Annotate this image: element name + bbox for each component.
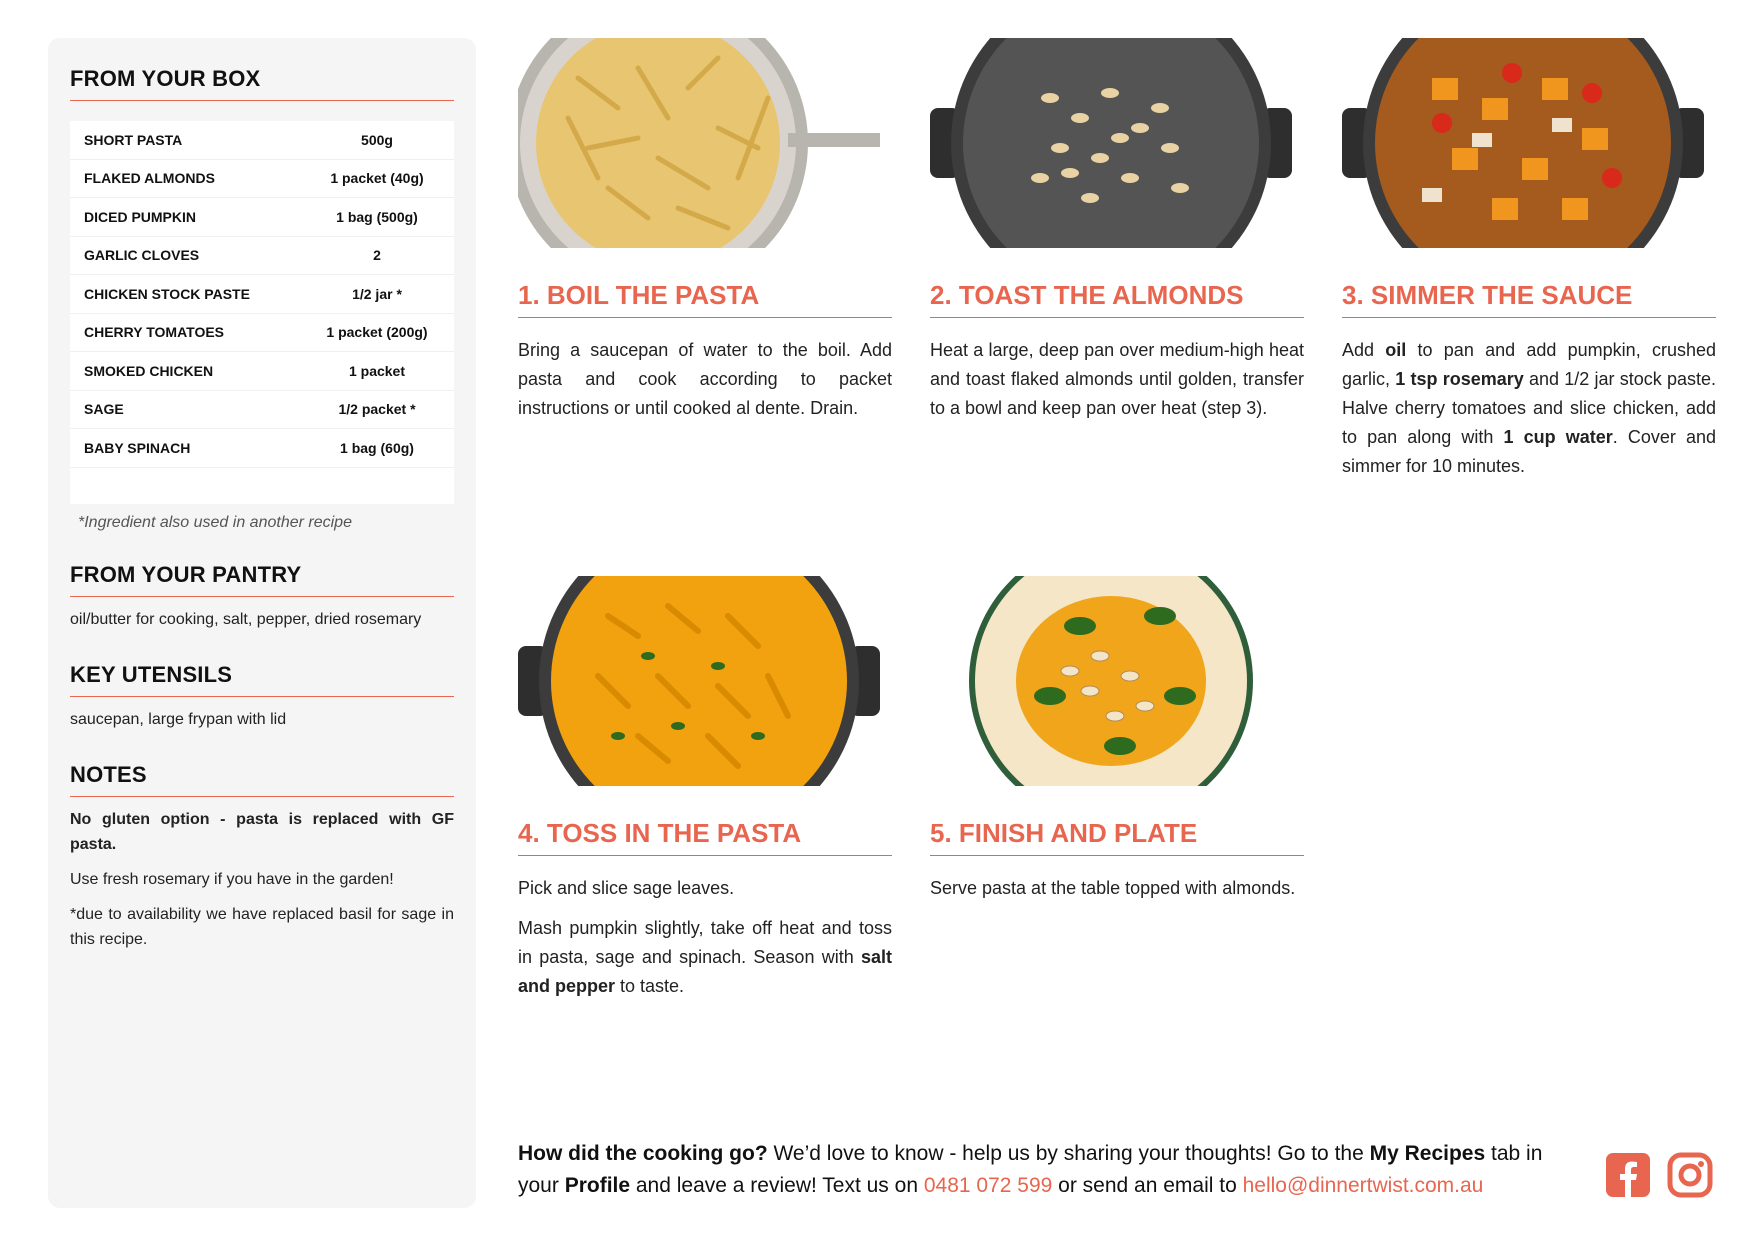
- plated-pasta-bowl-image: [930, 576, 1292, 786]
- ingredient-row: [70, 160, 454, 199]
- note-item: *due to availability we have replaced basil for sage in this recipe.: [70, 905, 454, 948]
- step-title: 3. SIMMER THE SAUCE: [1342, 280, 1716, 318]
- ingredient-name: BABY SPINACH: [84, 439, 191, 456]
- step-3: [1342, 38, 1716, 481]
- bold-text: oil: [1385, 340, 1407, 360]
- text-run: and 1/2 jar stock paste. Halve cherry tomatoes and slice chicken, add to pan along with: [1342, 369, 1716, 447]
- text-run: Serve pasta at the table topped with almonds.: [930, 878, 1296, 898]
- utensils-section: [70, 662, 454, 732]
- step-body: [1342, 336, 1716, 481]
- ingredient-row: [70, 198, 454, 237]
- ingredients-blank-row: [70, 468, 454, 504]
- text-run: . Cover and simmer for 10 minutes.: [1342, 427, 1716, 476]
- text-run: or send an email to: [1052, 1174, 1243, 1197]
- step-body: [518, 336, 892, 423]
- note-item: Use fresh rosemary if you have in the garden!: [70, 870, 394, 888]
- pantry-title: FROM YOUR PANTRY: [70, 562, 454, 597]
- step-title: 4. TOSS IN THE PASTA: [518, 818, 892, 856]
- bold-text: My Recipes: [1369, 1142, 1486, 1165]
- ingredient-name: SHORT PASTA: [84, 131, 183, 148]
- text-run: and leave a review! Text us on: [630, 1174, 924, 1197]
- text-run: to taste.: [615, 976, 685, 996]
- ingredient-footnote: *Ingredient also used in another recipe: [78, 513, 352, 531]
- step-paragraph: [518, 914, 892, 1001]
- text-run: Bring a saucepan of water to the boil. Add pasta and cook according to packet instructions or until cooked al dente. Drain.: [518, 340, 892, 418]
- step-title: 5. FINISH AND PLATE: [930, 818, 1304, 856]
- accent-text[interactable]: 0481 072 599: [923, 1174, 1053, 1197]
- notes-section: [70, 762, 454, 952]
- text-run: Add: [1342, 340, 1386, 360]
- toasted-almonds-in-pan-image: [930, 38, 1292, 248]
- text-run: Pick and slice sage leaves.: [518, 878, 735, 898]
- ingredient-name: SAGE: [84, 401, 124, 418]
- ingredient-row: [70, 237, 454, 276]
- bold-text: salt and pepper: [518, 947, 892, 996]
- text-run: We’d love to know - help us by sharing your thoughts! Go to the: [767, 1142, 1370, 1165]
- step-paragraph: [1342, 336, 1716, 481]
- ingredient-qty: 1 packet (40g): [330, 170, 424, 187]
- accent-text[interactable]: hello@dinnertwist.com.au: [1242, 1174, 1484, 1197]
- ingredient-qty: 1 packet (200g): [326, 324, 428, 341]
- bold-text: 1 cup water: [1503, 427, 1613, 447]
- facebook-icon[interactable]: [1605, 1152, 1651, 1198]
- ingredients-table: [70, 121, 454, 504]
- ingredient-name: CHICKEN STOCK PASTE: [84, 285, 250, 302]
- ingredient-qty: 1/2 packet *: [338, 401, 416, 418]
- ingredient-qty: 1 bag (60g): [340, 439, 414, 456]
- step-title: 1. BOIL THE PASTA: [518, 280, 892, 318]
- note-item: No gluten option - pasta is replaced with GF pasta.: [70, 810, 454, 853]
- utensils-text: saucepan, large frypan with lid: [70, 710, 287, 728]
- ingredient-row: [70, 121, 454, 160]
- ingredient-row: [70, 275, 454, 314]
- pumpkin-sauce-in-pan-image: [1342, 38, 1704, 248]
- ingredient-name: FLAKED ALMONDS: [84, 170, 215, 187]
- instagram-icon[interactable]: [1667, 1152, 1713, 1198]
- step-paragraph: [930, 336, 1304, 423]
- ingredient-name: DICED PUMPKIN: [84, 208, 197, 225]
- ingredient-qty: 500g: [361, 131, 393, 148]
- text-run: tab in your: [518, 1142, 1543, 1197]
- ingredient-qty: 1/2 jar *: [352, 285, 402, 302]
- ingredient-name: CHERRY TOMATOES: [84, 324, 225, 341]
- pantry-text: oil/butter for cooking, salt, pepper, dried rosemary: [70, 610, 422, 628]
- ingredient-name: GARLIC CLOVES: [84, 247, 200, 264]
- pantry-section: [70, 562, 454, 632]
- pasta-in-saucepan-image: [518, 38, 880, 248]
- pasta-tossed-in-pan-image: [518, 576, 880, 786]
- step-paragraph: [930, 874, 1304, 903]
- step-body: [930, 336, 1304, 423]
- ingredient-qty: 2: [373, 247, 381, 264]
- text-run: Mash pumpkin slightly, take off heat and toss in pasta, sage and spinach. Season with: [518, 918, 892, 967]
- bold-text: 1 tsp rosemary: [1395, 369, 1524, 389]
- bold-text: Profile: [564, 1174, 631, 1197]
- text-run: Heat a large, deep pan over medium-high heat and toast flaked almonds until golden, transfer to a bowl and keep pan over heat (step 3).: [930, 340, 1304, 418]
- step-paragraph: [518, 336, 892, 423]
- feedback-footer: [518, 1138, 1573, 1202]
- step-body: [930, 874, 1304, 903]
- step-1: [518, 38, 892, 423]
- step-paragraph: [518, 874, 892, 903]
- notes-title: NOTES: [70, 762, 454, 797]
- utensils-title: KEY UTENSILS: [70, 662, 454, 697]
- ingredient-row: [70, 314, 454, 353]
- box-title: FROM YOUR BOX: [70, 66, 454, 101]
- text-run: to pan and add pumpkin, crushed garlic,: [1342, 340, 1716, 389]
- ingredient-row: [70, 352, 454, 391]
- ingredient-qty: 1 packet: [348, 362, 406, 379]
- ingredient-qty: 1 bag (500g): [336, 208, 418, 225]
- bold-text: How did the cooking go?: [518, 1142, 768, 1165]
- step-body: [518, 874, 892, 1001]
- step-title: 2. TOAST THE ALMONDS: [930, 280, 1304, 318]
- step-4: [518, 576, 892, 1001]
- step-5: [930, 576, 1304, 903]
- ingredient-row: [70, 391, 454, 430]
- step-2: [930, 38, 1304, 423]
- ingredient-row: [70, 429, 454, 468]
- sidebar: [48, 38, 476, 1208]
- ingredient-name: SMOKED CHICKEN: [84, 362, 214, 379]
